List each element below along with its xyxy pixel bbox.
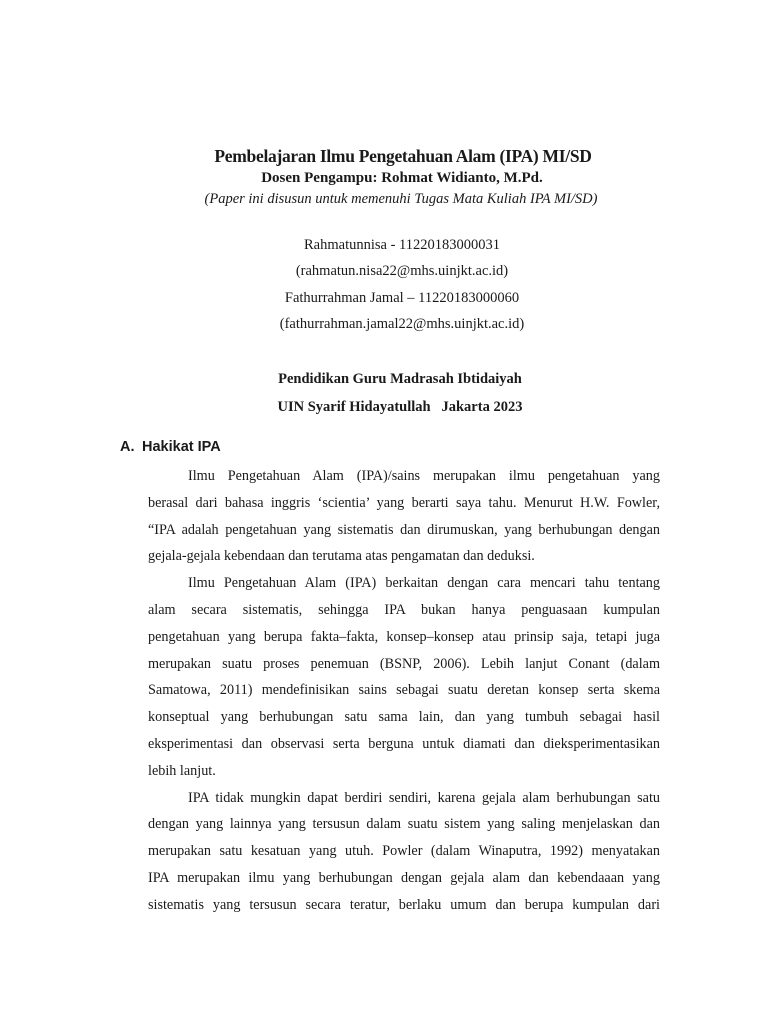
paragraph-line: Ilmu Pengetahuan Alam (IPA)/sains merupakan ilmu pengetahuan yang: [188, 468, 660, 484]
paragraph-line: pengetahuan yang berupa fakta–fakta, konsep–konsep atau prinsip saja, tetapi juga: [148, 628, 660, 645]
lecturer-line: Dosen Pengampu: Rohmat Widianto, M.Pd.: [261, 170, 543, 186]
author-1-email: (rahmatun.nisa22@mhs.uinjkt.ac.id): [295, 263, 509, 280]
author-block: [0, 232, 768, 338]
paragraph-line: berasal dari bahasa inggris ‘scientia’ yang berarti saya tahu. Menurut H.W. Fowler,: [148, 494, 660, 511]
paragraph-line: IPA tidak mungkin dapat berdiri sendiri, karena gejala alam berhubungan satu: [188, 789, 660, 806]
study-program: Pendidikan Guru Madrasah Ibtidaiyah: [278, 371, 522, 387]
paragraph-line: lebih lanjut.: [148, 762, 216, 779]
paragraph-line: eksperimentasi dan observasi serta berguna untuk diamati dan dieksperimentasikan: [148, 735, 660, 752]
section-letter: A.: [120, 439, 135, 455]
paragraph-line: merupakan satu kesatuan yang utuh. Powler (dalam Winaputra, 1992) menyatakan: [148, 843, 660, 860]
paragraph-line: “IPA adalah pengetahuan yang sistematis dan dirumuskan, yang berhubungan dengan: [148, 521, 660, 538]
author-1-name-id: Rahmatunnisa - 11220183000031: [304, 237, 500, 253]
paper-title: Pembelajaran Ilmu Pengetahuan Alam (IPA) MI/SD: [214, 146, 592, 166]
purpose-note: (Paper ini disusun untuk memenuhi Tugas Mata Kuliah IPA MI/SD): [204, 191, 598, 207]
paragraph-line: gejala-gejala kebendaan dan terutama atas pengamatan dan deduksi.: [148, 548, 535, 565]
paragraph-line: sistematis yang tersusun secara teratur, berlaku umum dan berupa kumpulan dari: [148, 896, 660, 913]
paragraph-line: Samatowa, 2011) mendefinisikan sains sebagai suatu deretan konsep serta skema: [148, 682, 660, 699]
author-2-name-id: Fathurrahman Jamal – 11220183000060: [284, 289, 520, 306]
institution-block: [0, 365, 768, 421]
section-heading: [120, 439, 221, 455]
paragraph-line: konseptual yang berhubungan satu sama lain, dan yang tumbuh sebagai hasil: [148, 709, 660, 726]
paragraph-line: alam secara sistematis, sehingga IPA bukan hanya penguasaan kumpulan: [148, 601, 660, 618]
author-2-email: (fathurrahman.jamal22@mhs.uinjkt.ac.id): [279, 316, 525, 333]
paragraph-line: dengan yang lainnya yang tersusun dalam suatu sistem yang saling menjelaskan dan: [148, 816, 660, 833]
body-text: [148, 463, 660, 919]
section-title: Hakikat IPA: [142, 439, 221, 455]
paragraph-line: IPA merupakan ilmu yang berhubungan dengan gejala alam dan kebendaaan yang: [148, 869, 660, 886]
paragraph-line: merupakan suatu proses penemuan (BSNP, 2006). Lebih lanjut Conant (dalam: [148, 655, 660, 672]
university-year: UIN Syarif Hidayatullah Jakarta 2023: [277, 399, 523, 415]
paragraph-line: Ilmu Pengetahuan Alam (IPA) berkaitan dengan cara mencari tahu tentang: [188, 575, 660, 592]
